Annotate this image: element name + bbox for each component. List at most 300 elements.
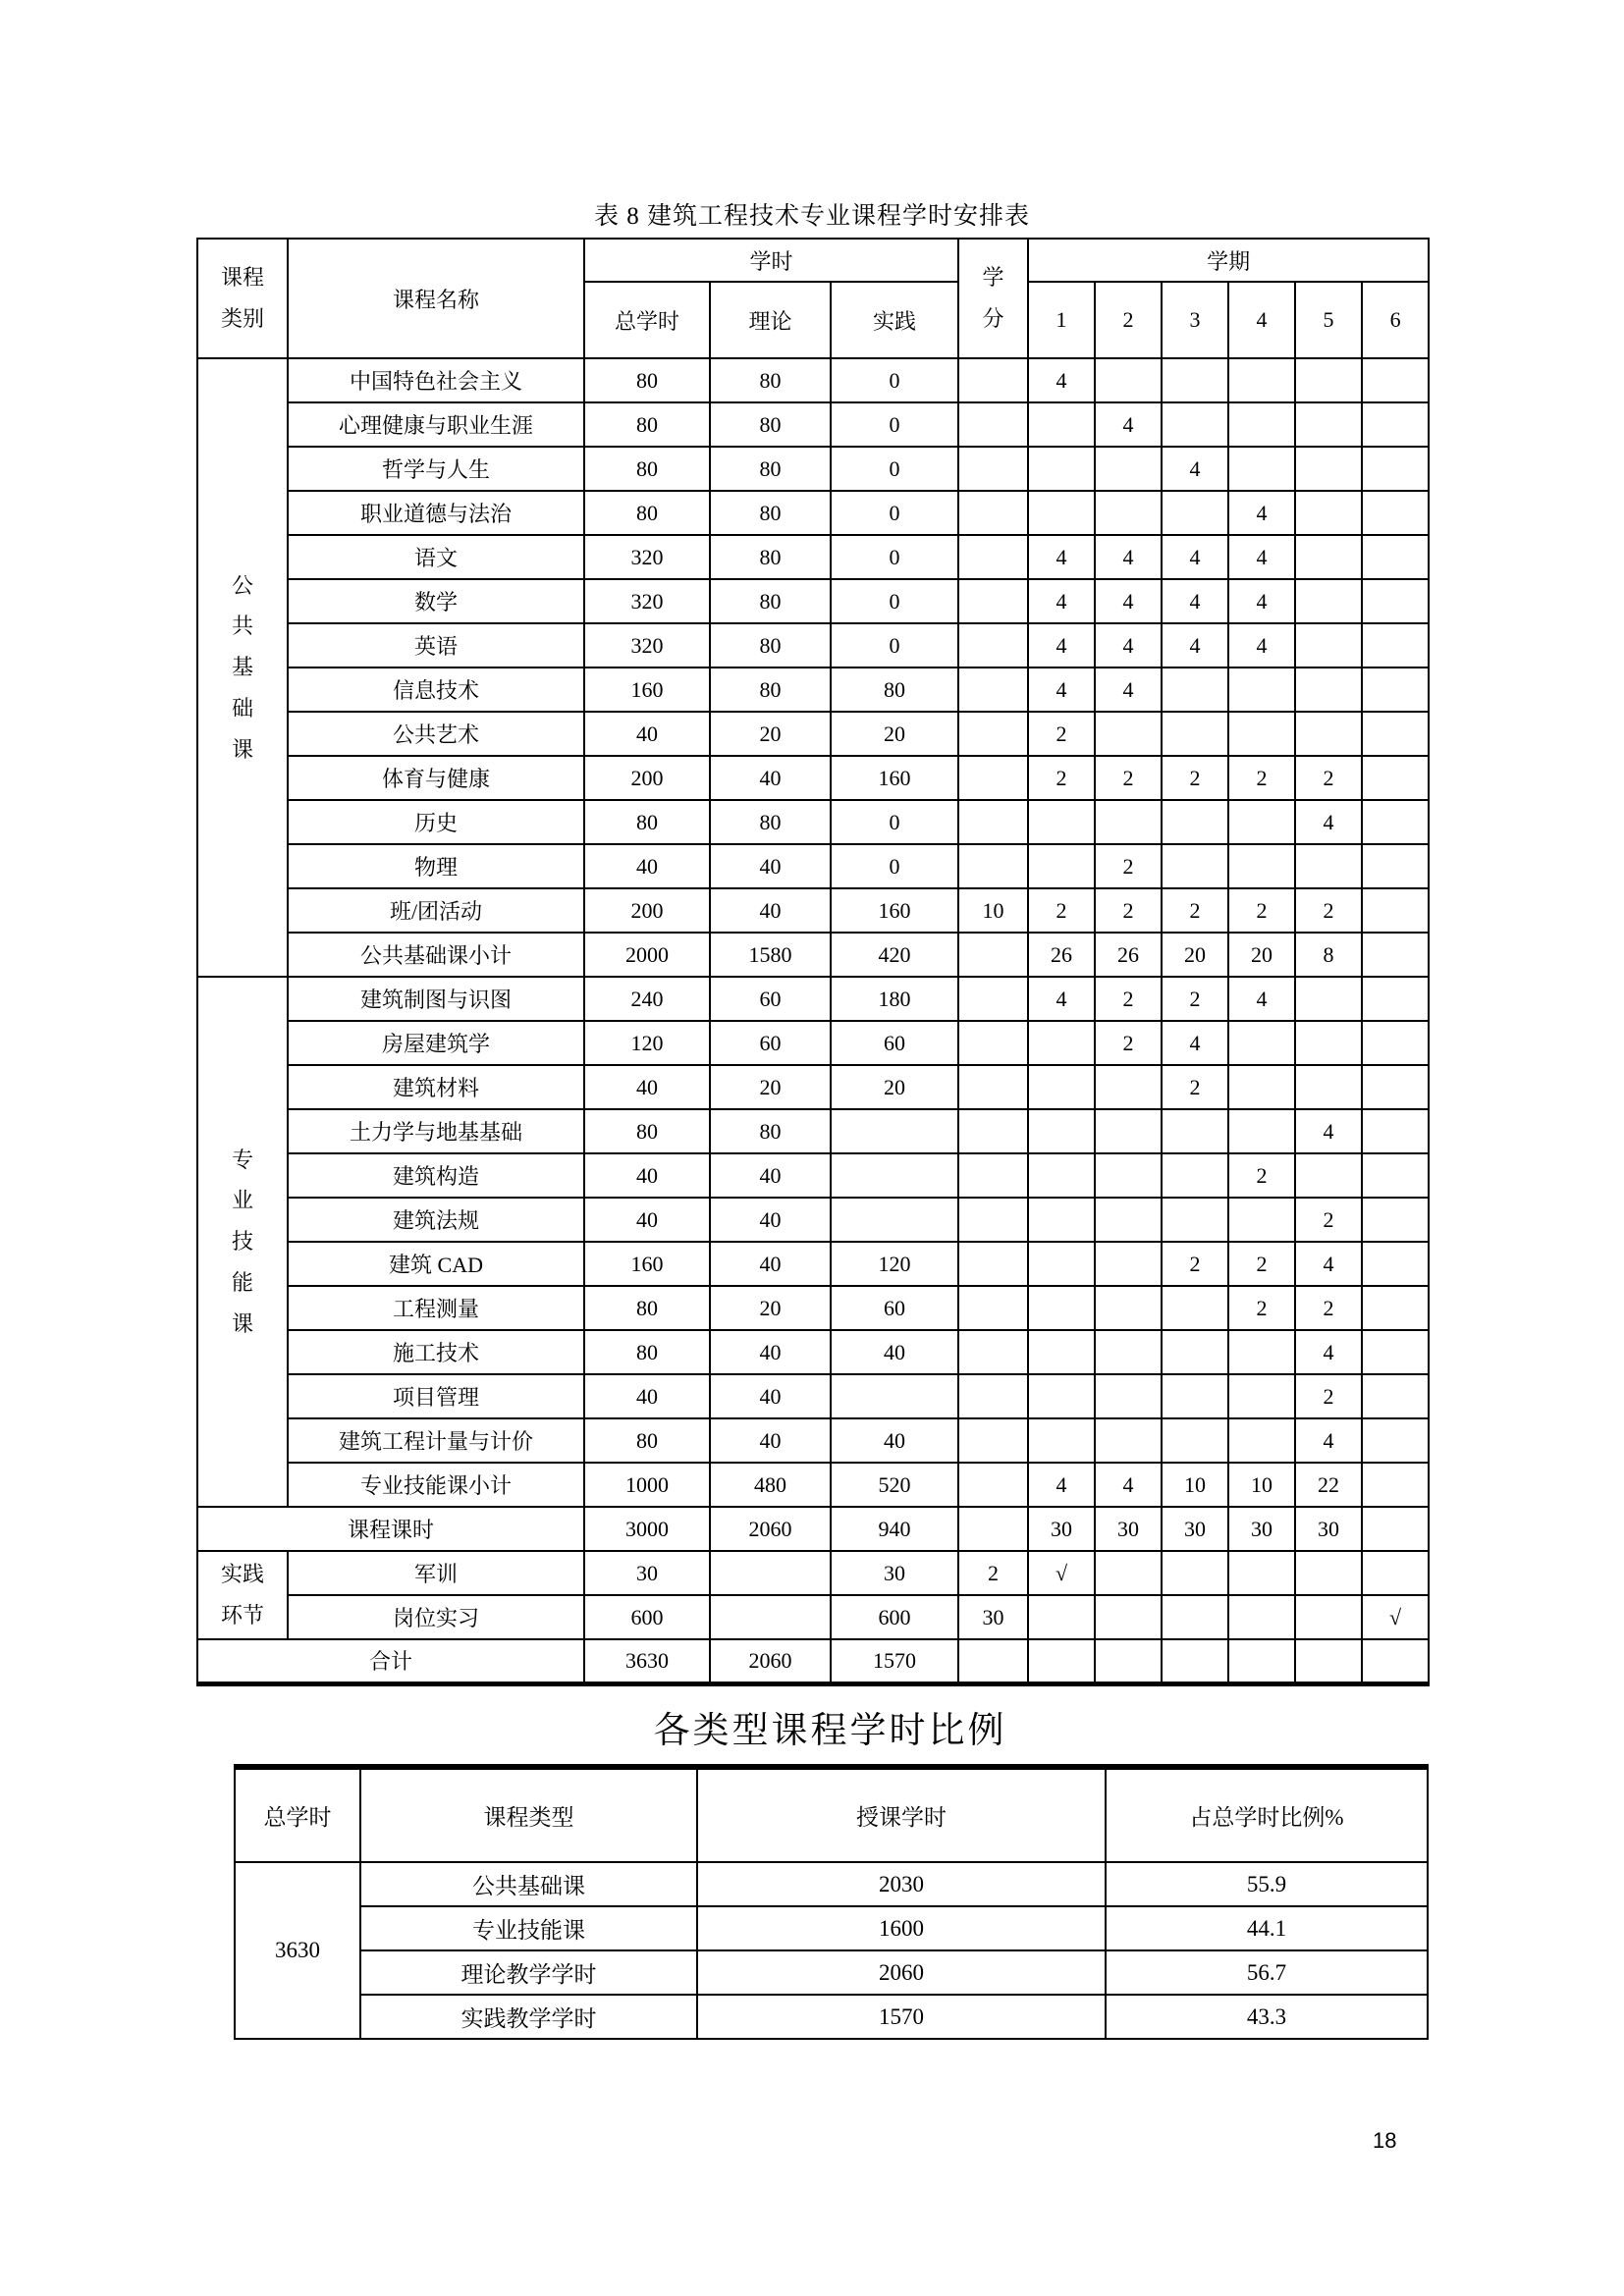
category-cell-practice: 实践环节 xyxy=(197,1551,288,1639)
table-row xyxy=(197,579,1429,623)
credit-cell xyxy=(958,844,1028,888)
course-name-cell: 历史 xyxy=(288,800,584,844)
sem-cell: 4 xyxy=(1228,977,1295,1021)
credit-cell xyxy=(958,1109,1028,1153)
sem-cell xyxy=(1028,1109,1095,1153)
sem-cell xyxy=(1228,712,1295,756)
theory-cell: 60 xyxy=(710,1021,831,1065)
sem-cell: 4 xyxy=(1295,1109,1362,1153)
curriculum-hours-table xyxy=(196,238,1430,1686)
total-hours-cell: 1000 xyxy=(584,1463,710,1507)
practice-cell: 40 xyxy=(831,1330,958,1374)
sem-cell xyxy=(1095,1639,1162,1683)
sem-cell xyxy=(1295,447,1362,491)
sem-cell xyxy=(1362,1507,1429,1551)
credit-cell: 10 xyxy=(958,888,1028,933)
sem-cell xyxy=(1162,1551,1228,1595)
sem-cell xyxy=(1162,712,1228,756)
sem-cell xyxy=(1162,1374,1228,1418)
credit-cell xyxy=(958,358,1028,402)
sem-cell xyxy=(1028,800,1095,844)
practice-cell: 0 xyxy=(831,402,958,447)
course-name-cell: 体育与健康 xyxy=(288,756,584,800)
sem-cell xyxy=(1362,712,1429,756)
total-hours-cell: 80 xyxy=(584,1109,710,1153)
sem-cell: 10 xyxy=(1228,1463,1295,1507)
total-hours-cell: 80 xyxy=(584,1418,710,1463)
sem-cell: 8 xyxy=(1295,933,1362,977)
practice-cell: 160 xyxy=(831,756,958,800)
sem-cell xyxy=(1028,402,1095,447)
credit-cell xyxy=(958,1242,1028,1286)
practice-cell: 40 xyxy=(831,1418,958,1463)
teaching-hours-cell: 2060 xyxy=(697,1950,1106,1995)
sem-cell xyxy=(1295,1551,1362,1595)
sem-cell xyxy=(1362,1551,1429,1595)
theory-cell: 80 xyxy=(710,402,831,447)
sem-cell xyxy=(1028,491,1095,535)
practice-cell: 0 xyxy=(831,358,958,402)
sem-cell: 30 xyxy=(1295,1507,1362,1551)
table-row xyxy=(197,1021,1429,1065)
sem-cell xyxy=(1362,1374,1429,1418)
theory-cell: 20 xyxy=(710,712,831,756)
sem-cell xyxy=(1028,1021,1095,1065)
percentage-cell: 44.1 xyxy=(1106,1906,1428,1950)
sem-cell xyxy=(1362,1109,1429,1153)
theory-cell: 40 xyxy=(710,1374,831,1418)
table-row xyxy=(197,402,1429,447)
credit-cell xyxy=(958,712,1028,756)
sem-cell: 2 xyxy=(1295,1286,1362,1330)
theory-cell: 80 xyxy=(710,800,831,844)
practice-cell: 940 xyxy=(831,1507,958,1551)
total-hours-cell: 160 xyxy=(584,667,710,712)
sem-cell xyxy=(1095,712,1162,756)
practice-cell xyxy=(831,1198,958,1242)
sem-cell: 2 xyxy=(1295,1198,1362,1242)
sem-cell xyxy=(1028,447,1095,491)
sem-cell xyxy=(1095,1065,1162,1109)
table-row xyxy=(197,1286,1429,1330)
credit-cell xyxy=(958,1463,1028,1507)
table-row xyxy=(197,1595,1429,1639)
page-number: 18 xyxy=(1373,2128,1397,2153)
sem-cell xyxy=(1162,1595,1228,1639)
practice-cell: 180 xyxy=(831,977,958,1021)
sem-cell xyxy=(1362,1065,1429,1109)
total-hours-cell: 40 xyxy=(584,1374,710,1418)
table-row xyxy=(197,667,1429,712)
practice-cell: 20 xyxy=(831,712,958,756)
header-total-hours: 总学时 xyxy=(584,282,710,358)
credit-cell xyxy=(958,756,1028,800)
sem-cell: 4 xyxy=(1295,800,1362,844)
total-hours-cell: 80 xyxy=(584,358,710,402)
sem-cell: 4 xyxy=(1228,579,1295,623)
course-name-cell: 施工技术 xyxy=(288,1330,584,1374)
sem-cell: 4 xyxy=(1228,623,1295,667)
table-row xyxy=(235,1862,1428,1906)
table-row xyxy=(235,1995,1428,2039)
sem-cell: 2 xyxy=(1162,756,1228,800)
credit-cell xyxy=(958,1374,1028,1418)
practice-cell: 60 xyxy=(831,1021,958,1065)
sem-cell: 4 xyxy=(1228,491,1295,535)
credit-cell xyxy=(958,535,1028,579)
sem-cell xyxy=(1162,667,1228,712)
header-course-type: 课程类型 xyxy=(360,1767,697,1862)
sem-cell xyxy=(1362,491,1429,535)
credit-cell xyxy=(958,623,1028,667)
sem-cell: 4 xyxy=(1028,535,1095,579)
sem-cell xyxy=(1362,1242,1429,1286)
sem-cell xyxy=(1362,977,1429,1021)
sem-cell: 4 xyxy=(1095,623,1162,667)
theory-cell: 80 xyxy=(710,667,831,712)
theory-cell: 60 xyxy=(710,977,831,1021)
sem-cell checkmark: √ xyxy=(1028,1551,1095,1595)
teaching-hours-cell: 1600 xyxy=(697,1906,1106,1950)
sem-cell xyxy=(1095,358,1162,402)
sem-cell: 26 xyxy=(1028,933,1095,977)
table-row xyxy=(197,1198,1429,1242)
course-name-cell: 英语 xyxy=(288,623,584,667)
sem-cell xyxy=(1362,358,1429,402)
table-row xyxy=(197,1551,1429,1595)
sem-cell xyxy=(1162,358,1228,402)
sem-cell xyxy=(1162,402,1228,447)
practice-cell: 600 xyxy=(831,1595,958,1639)
credit-cell xyxy=(958,1330,1028,1374)
sem-cell xyxy=(1362,1286,1429,1330)
credit-cell xyxy=(958,1418,1028,1463)
sem-cell: 4 xyxy=(1095,1463,1162,1507)
sem-cell xyxy=(1362,667,1429,712)
table-row xyxy=(197,1109,1429,1153)
sem-cell xyxy=(1295,1153,1362,1198)
total-hours-cell: 320 xyxy=(584,535,710,579)
sem-cell xyxy=(1028,844,1095,888)
theory-cell: 80 xyxy=(710,623,831,667)
sem-cell xyxy=(1228,1198,1295,1242)
sem-cell: 2 xyxy=(1162,1065,1228,1109)
course-name-cell: 哲学与人生 xyxy=(288,447,584,491)
sem-cell xyxy=(1095,800,1162,844)
sem-cell xyxy=(1228,402,1295,447)
theory-cell: 80 xyxy=(710,491,831,535)
course-name-cell: 建筑工程计量与计价 xyxy=(288,1418,584,1463)
sem-cell xyxy=(1028,1198,1095,1242)
header-sem-3: 3 xyxy=(1162,282,1228,358)
table-row xyxy=(197,447,1429,491)
sem-cell: 4 xyxy=(1028,667,1095,712)
sem-cell: 4 xyxy=(1028,1463,1095,1507)
sem-cell xyxy=(1362,933,1429,977)
sem-cell xyxy=(1295,977,1362,1021)
header-course-name: 课程名称 xyxy=(288,239,584,358)
credit-cell xyxy=(958,977,1028,1021)
sem-cell: 2 xyxy=(1228,1286,1295,1330)
theory-cell: 40 xyxy=(710,888,831,933)
sem-cell: 2 xyxy=(1095,888,1162,933)
practice-cell: 0 xyxy=(831,844,958,888)
sem-cell xyxy=(1228,1065,1295,1109)
theory-cell xyxy=(710,1595,831,1639)
total-hours-cell: 40 xyxy=(584,1198,710,1242)
sem-cell: 4 xyxy=(1295,1242,1362,1286)
practice-cell xyxy=(831,1153,958,1198)
table-row xyxy=(197,358,1429,402)
practice-cell: 0 xyxy=(831,491,958,535)
sem-cell: 30 xyxy=(1162,1507,1228,1551)
sem-cell xyxy=(1228,1374,1295,1418)
credit-cell xyxy=(958,1065,1028,1109)
sem-cell: 2 xyxy=(1295,756,1362,800)
sem-cell: 2 xyxy=(1028,712,1095,756)
sem-cell checkmark: √ xyxy=(1362,1595,1429,1639)
table-row xyxy=(235,1906,1428,1950)
sem-cell xyxy=(1028,1153,1095,1198)
table-row xyxy=(197,977,1429,1021)
course-name-cell: 岗位实习 xyxy=(288,1595,584,1639)
sem-cell xyxy=(1228,358,1295,402)
sem-cell xyxy=(1228,447,1295,491)
sem-cell xyxy=(1095,1595,1162,1639)
theory-cell: 40 xyxy=(710,756,831,800)
hours-ratio-title: 各类型课程学时比例 xyxy=(653,1711,1007,1751)
table-row xyxy=(197,1330,1429,1374)
header-teaching-hours: 授课学时 xyxy=(697,1767,1106,1862)
sem-cell: 2 xyxy=(1095,977,1162,1021)
course-hours-total-row xyxy=(197,1507,1429,1551)
table-row xyxy=(197,844,1429,888)
total-hours-cell: 80 xyxy=(584,402,710,447)
table-row xyxy=(197,1374,1429,1418)
table-row xyxy=(197,756,1429,800)
total-hours-cell: 3630 xyxy=(584,1639,710,1683)
table-row xyxy=(197,1065,1429,1109)
table-header-row xyxy=(235,1767,1428,1862)
teaching-hours-cell: 2030 xyxy=(697,1862,1106,1906)
theory-cell: 80 xyxy=(710,358,831,402)
sem-cell xyxy=(1295,667,1362,712)
credit-cell xyxy=(958,1507,1028,1551)
course-name-cell: 职业道德与法治 xyxy=(288,491,584,535)
header-course-category: 课程类别 xyxy=(197,239,288,358)
sem-cell xyxy=(1162,1330,1228,1374)
percentage-cell: 56.7 xyxy=(1106,1950,1428,1995)
sem-cell xyxy=(1228,844,1295,888)
sem-cell xyxy=(1228,800,1295,844)
header-credit: 学分 xyxy=(958,239,1028,358)
sem-cell: 4 xyxy=(1295,1418,1362,1463)
total-hours-cell: 2000 xyxy=(584,933,710,977)
header-practice: 实践 xyxy=(831,282,958,358)
sem-cell xyxy=(1362,756,1429,800)
sem-cell: 4 xyxy=(1028,623,1095,667)
practice-cell: 60 xyxy=(831,1286,958,1330)
table-row xyxy=(197,800,1429,844)
sem-cell: 4 xyxy=(1095,667,1162,712)
sem-cell xyxy=(1362,800,1429,844)
course-name-cell: 公共艺术 xyxy=(288,712,584,756)
course-name-cell: 信息技术 xyxy=(288,667,584,712)
total-hours-cell: 320 xyxy=(584,623,710,667)
sem-cell xyxy=(1295,1021,1362,1065)
sem-cell xyxy=(1295,1595,1362,1639)
practice-cell: 520 xyxy=(831,1463,958,1507)
sem-cell xyxy=(1162,1109,1228,1153)
total-hours-cell: 80 xyxy=(584,1286,710,1330)
credit-cell xyxy=(958,1021,1028,1065)
table1-title: 表 8 建筑工程技术专业课程学时安排表 xyxy=(593,203,1030,230)
total-hours-cell: 160 xyxy=(584,1242,710,1286)
sem-cell: 4 xyxy=(1162,535,1228,579)
sem-cell: 4 xyxy=(1095,402,1162,447)
sem-cell xyxy=(1095,491,1162,535)
sem-cell xyxy=(1095,1551,1162,1595)
sem-cell: 2 xyxy=(1228,756,1295,800)
header-percentage: 占总学时比例% xyxy=(1106,1767,1428,1862)
sem-cell: 26 xyxy=(1095,933,1162,977)
table-row xyxy=(197,1418,1429,1463)
header-sem-1: 1 xyxy=(1028,282,1095,358)
credit-cell xyxy=(958,667,1028,712)
sem-cell xyxy=(1095,1286,1162,1330)
sem-cell xyxy=(1362,1021,1429,1065)
sem-cell xyxy=(1095,1109,1162,1153)
theory-cell: 80 xyxy=(710,579,831,623)
theory-cell: 40 xyxy=(710,1418,831,1463)
theory-cell: 40 xyxy=(710,1153,831,1198)
sem-cell: 2 xyxy=(1162,977,1228,1021)
practice-cell: 0 xyxy=(831,535,958,579)
sem-cell xyxy=(1162,844,1228,888)
header-sem-5: 5 xyxy=(1295,282,1362,358)
sem-cell xyxy=(1095,1242,1162,1286)
sem-cell xyxy=(1295,579,1362,623)
header-total-hours: 总学时 xyxy=(235,1767,360,1862)
sem-cell: 2 xyxy=(1162,888,1228,933)
sem-cell: 4 xyxy=(1295,1330,1362,1374)
sem-cell xyxy=(1028,1065,1095,1109)
table-row xyxy=(197,888,1429,933)
sem-cell xyxy=(1295,1065,1362,1109)
course-name-cell: 建筑法规 xyxy=(288,1198,584,1242)
sem-cell: 2 xyxy=(1295,1374,1362,1418)
total-hours-cell: 40 xyxy=(584,712,710,756)
sem-cell xyxy=(1028,1418,1095,1463)
credit-cell xyxy=(958,579,1028,623)
sem-cell: 2 xyxy=(1028,756,1095,800)
practice-cell: 0 xyxy=(831,447,958,491)
header-sem-4: 4 xyxy=(1228,282,1295,358)
total-hours-cell: 30 xyxy=(584,1551,710,1595)
total-hours-cell: 80 xyxy=(584,447,710,491)
sem-cell: 4 xyxy=(1162,623,1228,667)
header-sem-6: 6 xyxy=(1362,282,1429,358)
sem-cell: 4 xyxy=(1162,579,1228,623)
theory-cell xyxy=(710,1551,831,1595)
table-row xyxy=(197,491,1429,535)
sem-cell xyxy=(1295,358,1362,402)
credit-cell xyxy=(958,1153,1028,1198)
total-hours-cell: 40 xyxy=(584,1065,710,1109)
course-name-cell: 心理健康与职业生涯 xyxy=(288,402,584,447)
course-name-cell: 建筑 CAD xyxy=(288,1242,584,1286)
sem-cell: 4 xyxy=(1095,535,1162,579)
sem-cell xyxy=(1028,1330,1095,1374)
sem-cell xyxy=(1162,800,1228,844)
sem-cell: 4 xyxy=(1028,977,1095,1021)
course-name-cell: 建筑制图与识图 xyxy=(288,977,584,1021)
sem-cell xyxy=(1095,1153,1162,1198)
course-name-cell: 工程测量 xyxy=(288,1286,584,1330)
theory-cell: 2060 xyxy=(710,1639,831,1683)
sem-cell xyxy=(1362,888,1429,933)
credit-cell xyxy=(958,1639,1028,1683)
total-hours-cell: 240 xyxy=(584,977,710,1021)
sem-cell xyxy=(1228,1330,1295,1374)
sem-cell xyxy=(1362,844,1429,888)
theory-cell: 2060 xyxy=(710,1507,831,1551)
sem-cell xyxy=(1162,491,1228,535)
sem-cell: 2 xyxy=(1095,1021,1162,1065)
sem-cell xyxy=(1162,1639,1228,1683)
course-name-cell: 班/团活动 xyxy=(288,888,584,933)
sem-cell: 4 xyxy=(1228,535,1295,579)
sem-cell xyxy=(1362,1330,1429,1374)
sem-cell: 2 xyxy=(1095,844,1162,888)
sem-cell: 2 xyxy=(1162,1242,1228,1286)
sem-cell xyxy=(1295,1639,1362,1683)
hours-ratio-table xyxy=(234,1764,1429,2040)
total-hours-cell: 40 xyxy=(584,1153,710,1198)
course-name-cell: 数学 xyxy=(288,579,584,623)
sem-cell: 22 xyxy=(1295,1463,1362,1507)
table-row xyxy=(197,535,1429,579)
practice-cell: 120 xyxy=(831,1242,958,1286)
practice-cell: 160 xyxy=(831,888,958,933)
sem-cell xyxy=(1162,1153,1228,1198)
table-row xyxy=(197,1153,1429,1198)
total-hours-cell: 200 xyxy=(584,756,710,800)
sem-cell: 4 xyxy=(1162,1021,1228,1065)
percentage-cell: 43.3 xyxy=(1106,1995,1428,2039)
theory-cell: 40 xyxy=(710,844,831,888)
credit-cell: 30 xyxy=(958,1595,1028,1639)
sem-cell xyxy=(1362,1639,1429,1683)
theory-cell: 80 xyxy=(710,1109,831,1153)
sem-cell: 4 xyxy=(1162,447,1228,491)
header-hours-group: 学时 xyxy=(584,239,958,282)
credit-cell xyxy=(958,402,1028,447)
sem-cell xyxy=(1028,1374,1095,1418)
sem-cell xyxy=(1295,402,1362,447)
sem-cell: 2 xyxy=(1095,756,1162,800)
table-header-row xyxy=(197,239,1429,282)
practice-cell xyxy=(831,1374,958,1418)
credit-cell: 2 xyxy=(958,1551,1028,1595)
total-hours-cell: 80 xyxy=(584,491,710,535)
sem-cell xyxy=(1362,402,1429,447)
sem-cell: 4 xyxy=(1028,358,1095,402)
course-name-cell: 专业技能课小计 xyxy=(288,1463,584,1507)
practice-cell: 20 xyxy=(831,1065,958,1109)
table-row xyxy=(197,623,1429,667)
credit-cell xyxy=(958,1198,1028,1242)
